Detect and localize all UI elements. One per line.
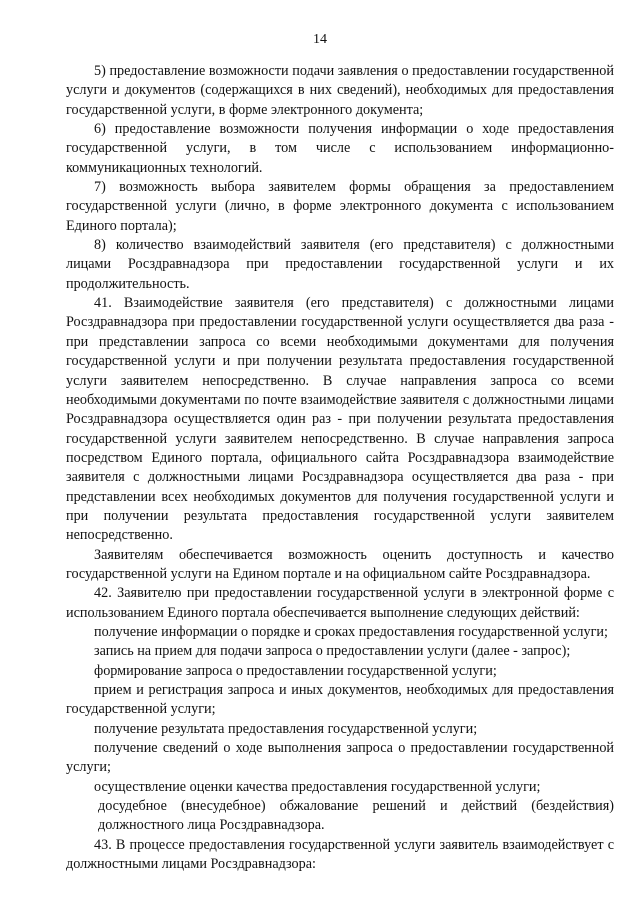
page-number: 14 [313,32,327,47]
list-item-quality: осуществление оценки качества предоставления государственной услуги; [94,778,541,795]
paragraph-6-progress-info: 6) предоставление возможности получения информации о ходе предоставления государственной услуги, в том числе с использованием информационно-коммуникационных технологий. [66,121,614,176]
list-item-progress: получение сведений о ходе выполнения запроса о предоставлении государственной услуги; [66,740,614,776]
list-item-appointment: запись на прием для подачи запроса о предоставлении услуги (далее - запрос); [94,643,571,660]
paragraph-42-electronic-actions: 42. Заявителю при предоставлении государственной услуги в электронной форме с использованием Единого портала обеспечивается выполнение следующих действий: [66,585,614,621]
list-item-registration: прием и регистрация запроса и иных документов, необходимых для предоставления государственной услуги; [66,682,614,718]
paragraph-7-form-choice: 7) возможность выбора заявителем формы обращения за предоставлением государственной услуги (лично, в форме электронного документа с использованием Единого портала); [66,179,614,234]
list-item-info-order: получение информации о порядке и сроках предоставления государственной услуги; [94,623,608,640]
paragraph-41-interaction: 41. Взаимодействие заявителя (его представителя) с должностными лицами Росздравнадзора при предоставлении государственной услуги осуществляется два раза - при представлении запроса со всеми необходимыми документами для получения государственной услуги и при получении результата предоставления государственной услуги заявителем непосредственно. В случае направления запроса со всеми необходимыми документами по почте взаимодействие заявителя с должностными лицами Росздравнадзора осуществляется один раз - при получении результата предоставления государственной услуги заявителем непосредственно. В случае направления запроса посредством Единого портала, официального сайта Росздравнадзора взаимодействие заявителя с должностными лицами Росздравнадзора осуществляется два раза - при представлении всех необходимых документов для получения государственной услуги и при получении результата предоставления государственной услуги заявителем непосредственно. [66,295,614,544]
paragraph-quality-assessment: Заявителям обеспечивается возможность оценить доступность и качество государственной услуги на Едином портале и на официальном сайте Росздравнадзора. [66,546,614,582]
document-body [66,62,614,874]
paragraph-5-electronic-submission: 5) предоставление возможности подачи заявления о предоставлении государственной услуги и документов (содержащихся в них сведений), необходимых для предоставления государственной услуги, в форме электронного документа; [66,63,614,118]
list-item-appeal: досудебное (внесудебное) обжалование решений и действий (бездействия) должностного лица Росздравнадзора. [98,798,614,834]
list-item-request-forming: формирование запроса о предоставлении государственной услуги; [94,662,497,679]
paragraph-8-interactions-count: 8) количество взаимодействий заявителя (его представителя) с должностными лицами Росздравнадзора при предоставлении государственной услуги и их продолжительность. [66,237,614,292]
paragraph-43-interaction: 43. В процессе предоставления государственной услуги заявитель взаимодействует с должностными лицами Росздравнадзора: [66,836,614,873]
list-item-result: получение результата предоставления государственной услуги; [94,720,478,737]
